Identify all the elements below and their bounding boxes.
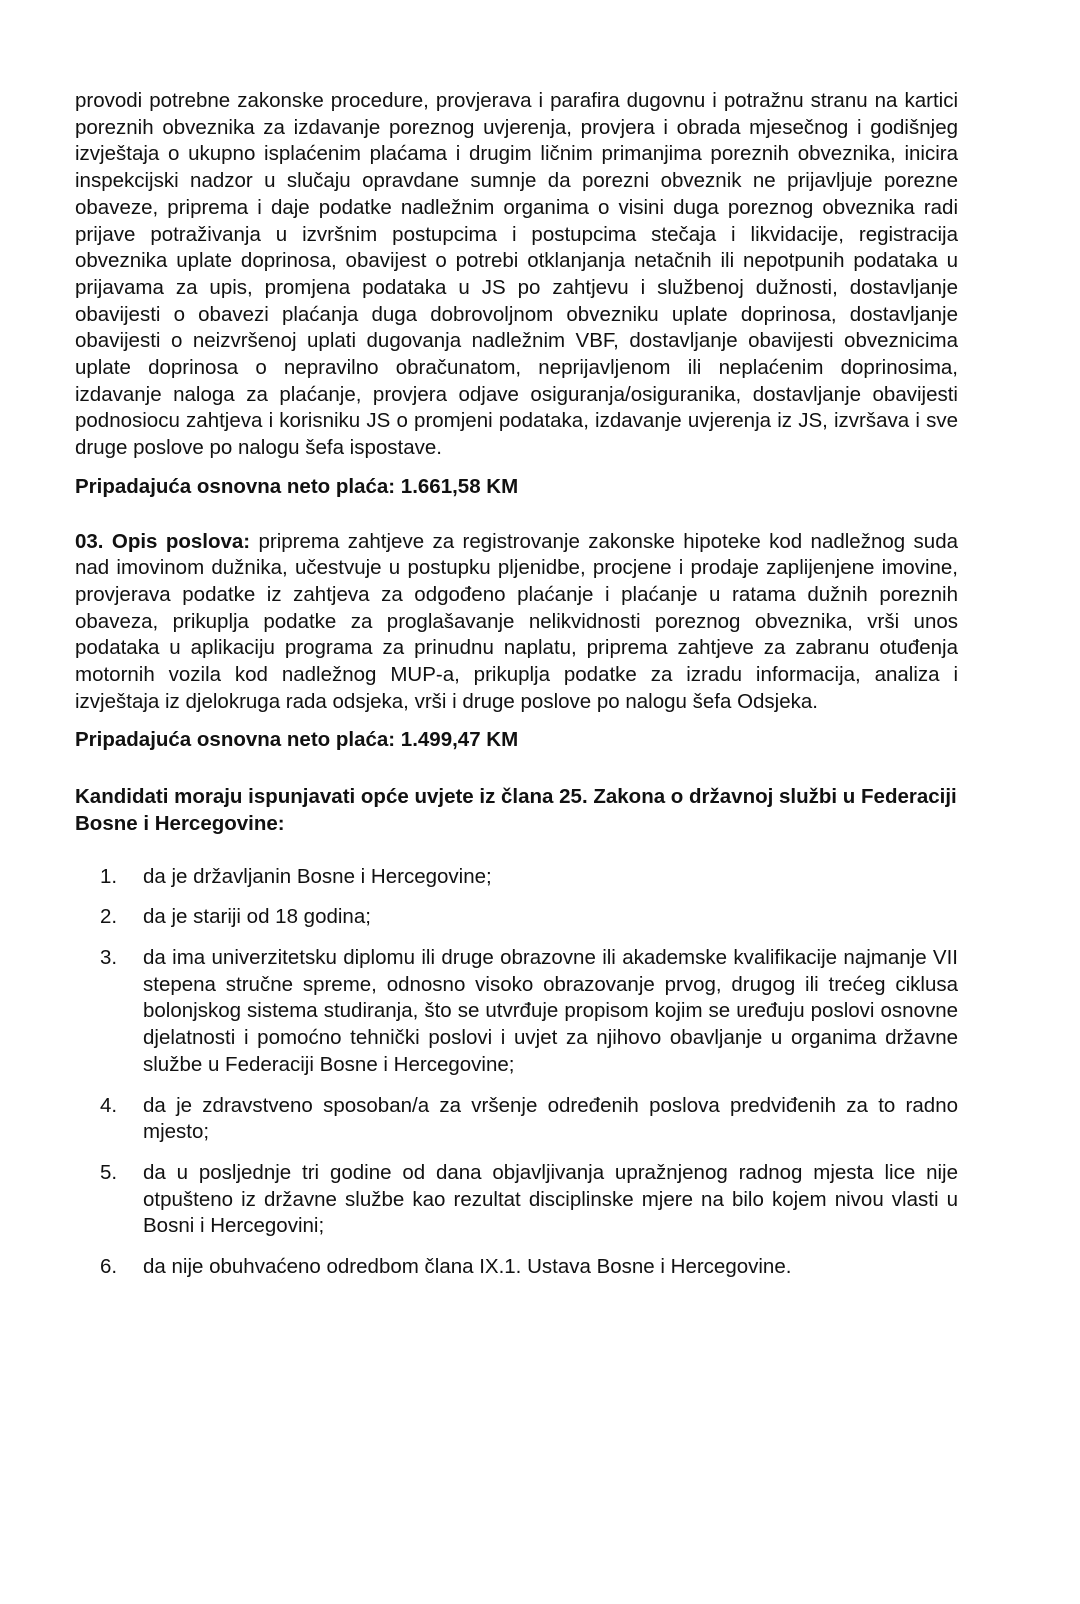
section-03-text: priprema zahtjeve za registrovanje zakonske hipoteke kod nadležnog suda nad imovinom dužnika, učestvuje u postupku pljenidbe, procjene i prodaje zaplijenjene imovine, provjerava podatke iz zahtjeva za odgođeno plaćanje i plaćanje u ratama dužnih poreznih obaveza, prikuplja podatke za proglašavanje nelikvidnosti poreznog obveznika, vrši unos podataka u aplikaciju programa za prinudnu naplatu, priprema zahtjeve za zabranu otuđenja motornih vozila kod nadležnog MUP-a, prikuplja podatke za izradu informacija, analiza i izvještaja iz djelokruga rada odsjeka, vrši i druge poslove po nalogu šefa Odsjeka. [75, 529, 958, 713]
list-item-text: da u posljednje tri godine od dana objavljivanja upražnjenog radnog mjesta lice nije otpušteno iz državne službe kao rezultat disciplinske mjere na bilo kojem nivou vlasti u Bosni i Hercegovini; [143, 1160, 958, 1238]
list-item [75, 1093, 958, 1146]
list-item [75, 864, 958, 891]
list-item-number: 5. [100, 1160, 118, 1184]
document-page [75, 88, 958, 1295]
job-description-continuation: provodi potrebne zakonske procedure, provjerava i parafira dugovnu i potražnu stranu na kartici poreznih obveznika za izdavanje poreznog uvjerenja, provjera i obrada mjesečnog i godišnjeg izvještaja o ukupno isplaćenim plaćama i drugim ličnim primanjima poreznih obveznika, inicira inspekcijski nadzor u slučaju opravdane sumnje da porezni obveznik ne prijavljuje porezne obaveze, priprema i daje podatke nadležnim organima o visini duga poreznog obveznika radi prijave potraživanja u izvršnim postupcima i postupcima stečaja i likvidacije, registracija obveznika uplate doprinosa, obavijest o potrebi otklanjanja netačnih ili nepotpunih podataka u prijavama za upis, promjena podataka u JS po zahtjevu i službenoj dužnosti, dostavljanje obavijesti o obavezi plaćanja duga dobrovoljnom obvezniku uplate doprinosa, dostavljanje obavijesti o neizvršenoj uplati dugovanja nadležnim VBF, dostavljanje obavijesti obveznicima uplate doprinosa o nepravilno obračunatom, neprijavljenom ili neplaćenim doprinosima, izdavanje naloga za plaćanje, provjera odjave osiguranja/osiguranika, dostavljanje obavijesti podnosiocu zahtjeva i korisniku JS o promjeni podataka, izdavanje uvjerenja iz JS, izvršava i sve druge poslove po nalogu šefa ispostave. [75, 89, 958, 460]
list-item-number: 6. [100, 1255, 118, 1279]
list-item-text: da je stariji od 18 godina; [143, 905, 371, 929]
list-item-text: da je državljanin Bosne i Hercegovine; [143, 864, 492, 888]
list-item-text: da ima univerzitetsku diplomu ili druge obrazovne ili akademske kvalifikacije najmanje VII stepena stručne spreme, odnosno visoko obrazovanje prvog, drugog ili trećeg ciklusa bolonjskog sistema studiranja, što se utvrđuje propisom kojim se uređuju poslovi osnovne djelatnosti i pomoćno tehnički poslovi i uvjet za njihovo obavljanje u organima državne službe u Federaciji Bosne i Hercegovine; [143, 945, 958, 1076]
salary-line-1: Pripadajuća osnovna neto plaća: 1.661,58 KM [75, 474, 519, 498]
list-item [75, 1160, 958, 1240]
list-item [75, 1254, 958, 1281]
list-item-number: 2. [100, 905, 118, 929]
list-item-number: 4. [100, 1093, 118, 1117]
list-item-number: 1. [100, 864, 118, 888]
section-03-label: 03. Opis poslova: [75, 529, 251, 553]
salary-line-2: Pripadajuća osnovna neto plaća: 1.499,47 KM [75, 728, 519, 752]
list-item-text: da nije obuhvaćeno odredbom člana IX.1. Ustava Bosne i Hercegovine. [143, 1255, 792, 1279]
job-description-03 [75, 529, 958, 716]
conditions-list [75, 864, 958, 1281]
list-item-text: da je zdravstveno sposoban/a za vršenje određenih poslova predviđenih za to radno mjesto; [143, 1093, 958, 1144]
list-item-number: 3. [100, 945, 118, 969]
conditions-heading: Kandidati moraju ispunjavati opće uvjete iz člana 25. Zakona o državnoj službi u Federaciji Bosne i Hercegovine: [75, 785, 957, 835]
list-item [75, 945, 958, 1079]
list-item [75, 904, 958, 931]
